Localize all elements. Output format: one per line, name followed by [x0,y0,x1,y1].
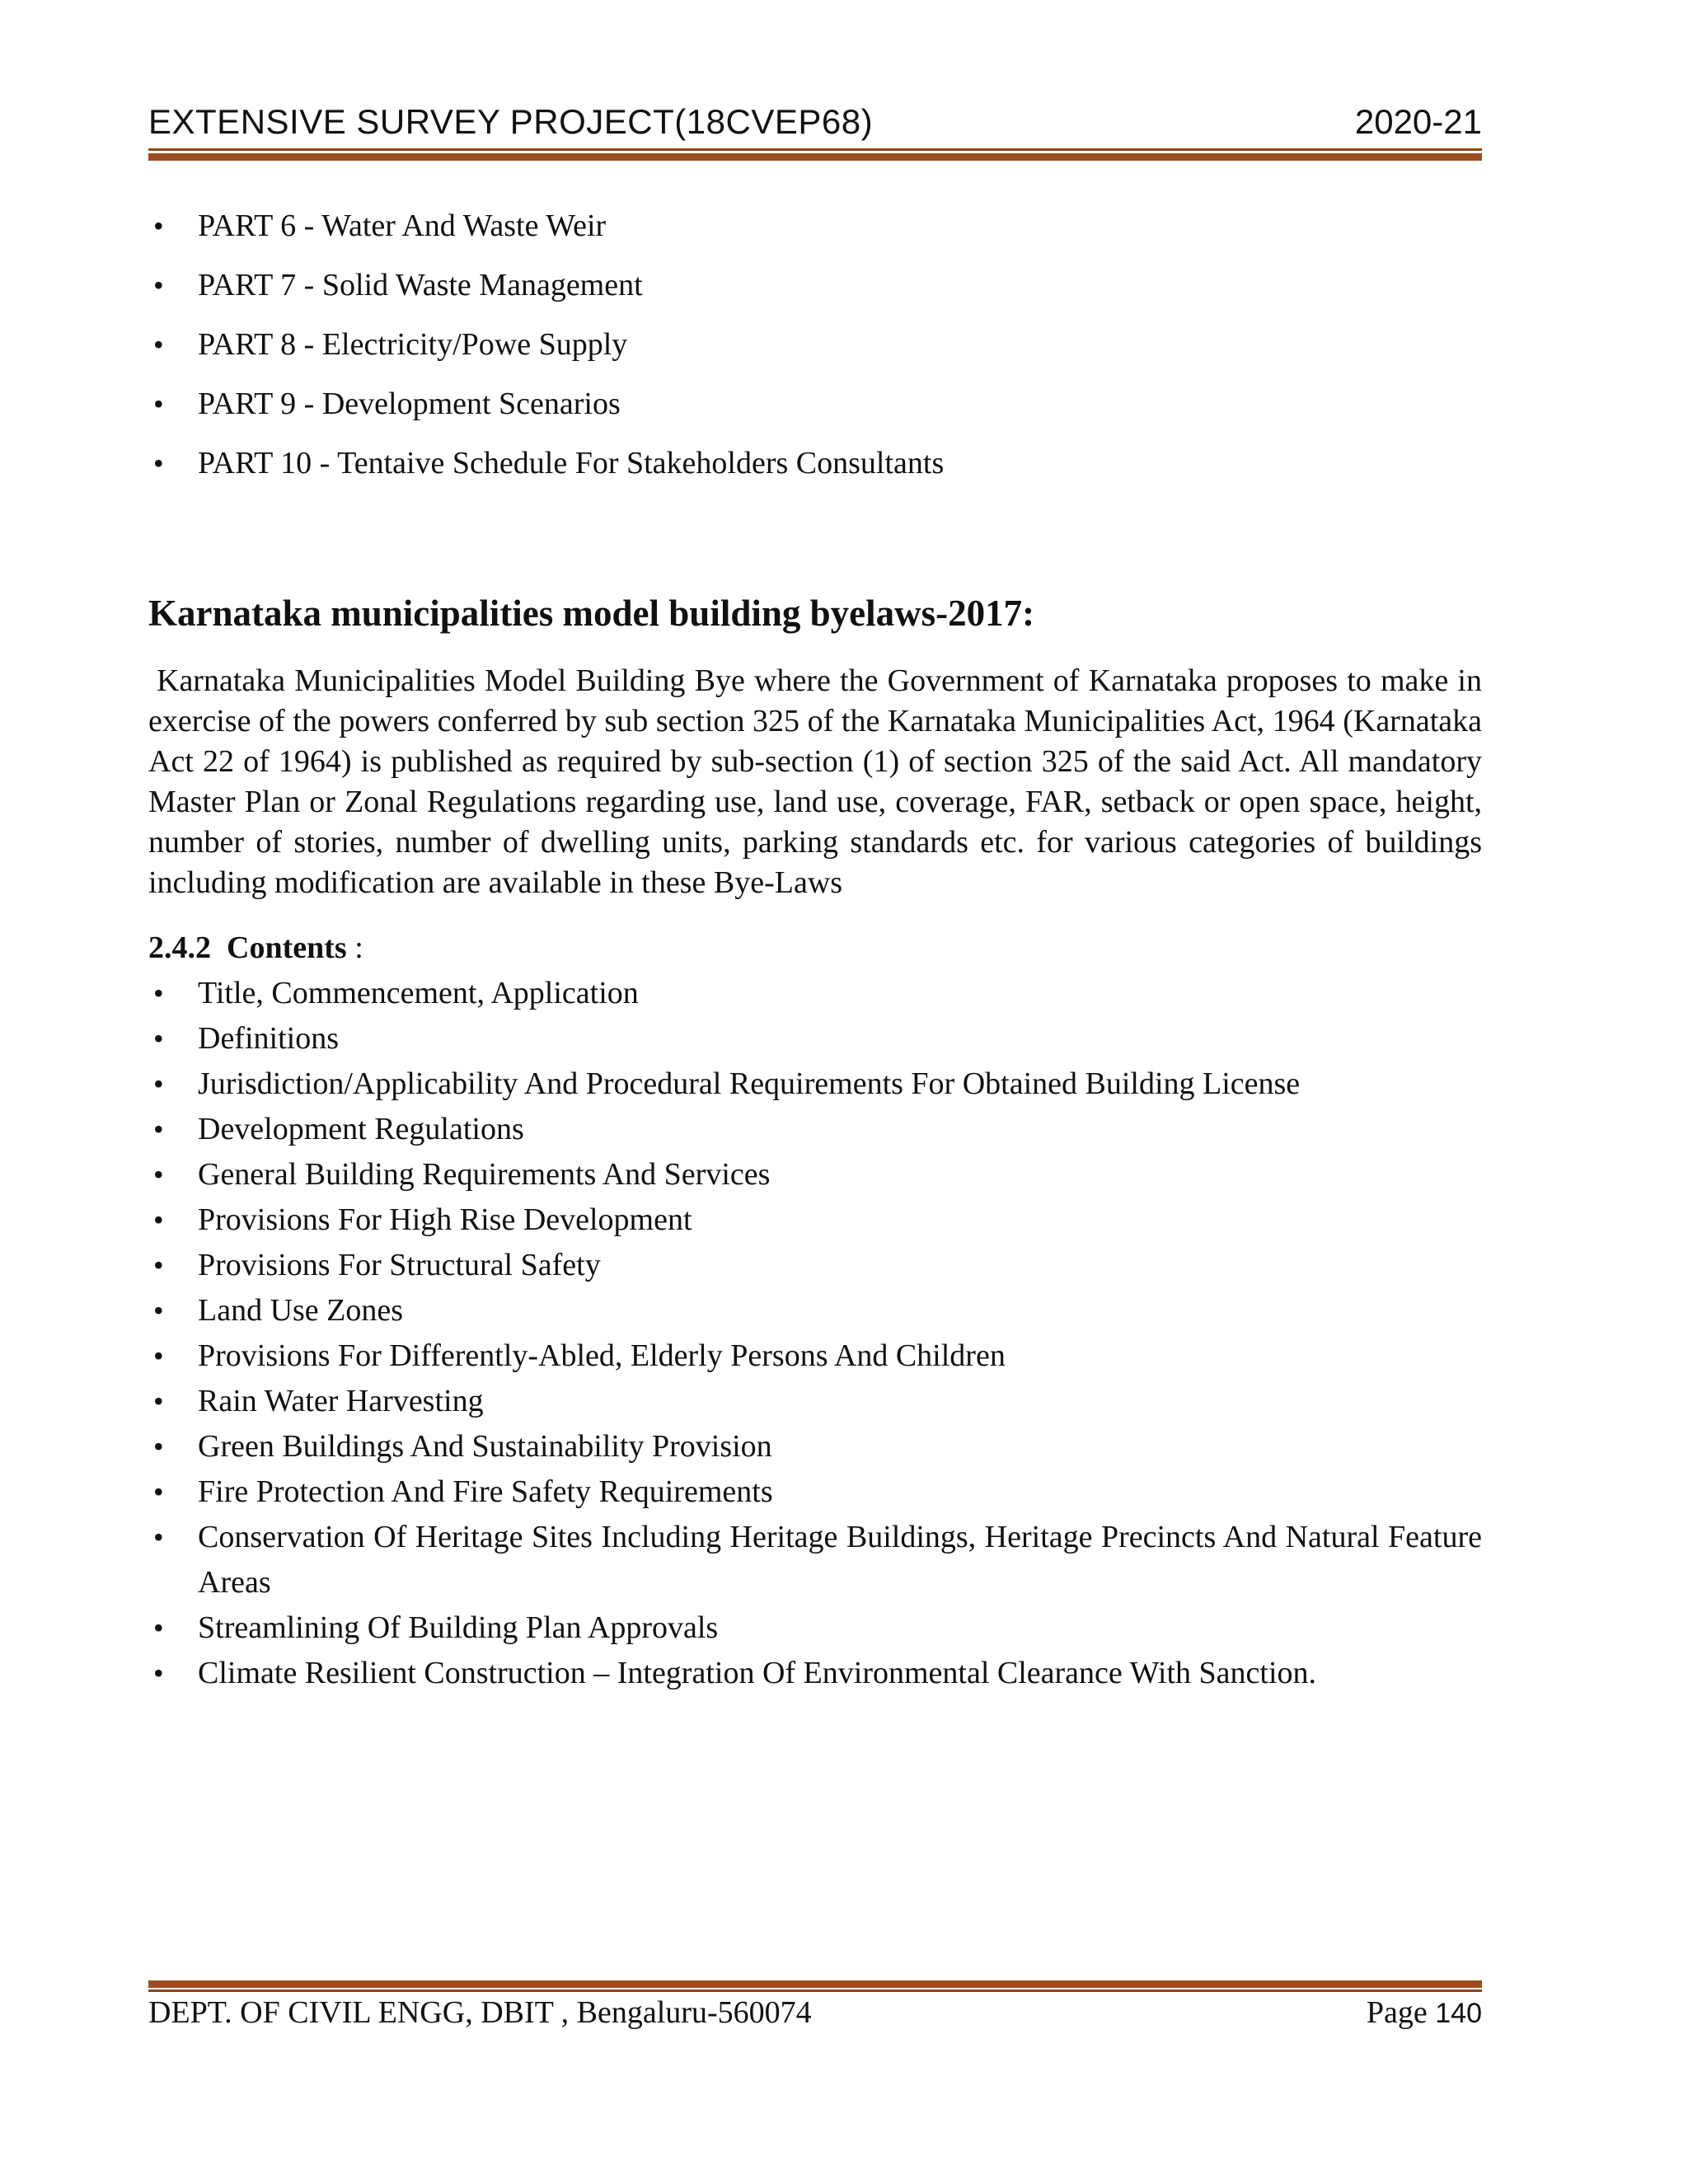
list-item: • PART 6 - Water And Waste Weir [148,204,1482,264]
footer-rule-thick [148,1980,1482,1988]
bullet-dot-icon: • [153,1385,164,1418]
list-item: • PART 9 - Development Scenarios [148,382,1482,442]
bullet-dot-icon: • [153,328,164,361]
footer-rule-thin [148,1990,1482,1992]
page-indicator [1367,1994,1482,2031]
list-item: • Streamlining Of Building Plan Approvals [148,1605,1482,1651]
bullet-dot-icon: • [153,1430,164,1463]
header-rule-thick [148,153,1482,161]
department-name: DEPT. OF CIVIL ENGG, DBIT , Bengaluru-560074 [148,1995,812,2030]
bullet-dot-icon: • [153,447,164,480]
bullet-dot-icon: • [153,387,164,420]
bullet-dot-icon: • [153,1611,164,1644]
page-header [148,97,1482,147]
bullet-dot-icon: • [153,269,164,302]
list-item: • Conservation Of Heritage Sites Including Heritage Buildings, Heritage Precincts And Natural Feature Areas [148,1515,1482,1605]
list-item: • Climate Resilient Construction – Integration Of Environmental Clearance With Sanction. [148,1651,1482,1696]
list-item: • PART 7 - Solid Waste Management [148,264,1482,323]
header-rule-thin [148,148,1482,151]
bullet-dot-icon: • [153,977,164,1010]
bullet-dot-icon: • [153,1022,164,1055]
bullet-dot-icon: • [153,1521,164,1554]
list-item: • PART 10 - Tentaive Schedule For Stakeholders Consultants [148,442,1482,501]
list-item: • Title, Commencement, Application [148,971,1482,1016]
bullet-dot-icon: • [153,1339,164,1372]
subheading-title: Contents [227,930,347,965]
page-number: 140 [1435,1998,1482,2029]
parts-list [148,204,1482,501]
list-item: • Green Buildings And Sustainability Provision [148,1424,1482,1469]
academic-year: 2020-21 [1354,102,1482,141]
list-item: • PART 8 - Electricity/Powe Supply [148,323,1482,382]
list-item: • Definitions [148,1016,1482,1062]
list-item: • Rain Water Harvesting [148,1379,1482,1424]
contents-list [148,971,1482,1696]
list-item: • Provisions For High Rise Development [148,1197,1482,1243]
list-item: • Development Regulations [148,1107,1482,1152]
page-footer [148,1994,1482,2044]
bullet-dot-icon: • [153,1657,164,1690]
bullet-dot-icon: • [153,1203,164,1236]
bullet-dot-icon: • [153,1294,164,1327]
bullet-dot-icon: • [153,1475,164,1508]
list-item: • General Building Requirements And Services [148,1152,1482,1197]
document-title: EXTENSIVE SURVEY PROJECT(18CVEP68) [148,102,874,141]
bullet-dot-icon: • [153,1158,164,1191]
bullet-dot-icon: • [153,1249,164,1282]
section-heading: Karnataka municipalities model building byelaws-2017: [148,593,1035,634]
contents-subheading [148,930,363,966]
section-paragraph: Karnataka Municipalities Model Building Bye where the Government of Karnataka proposes to make in exercise of the powers conferred by sub section 325 of the Karnataka Municipalities Act, 1964 (Karnataka Act 22 of 1964) is published as required by sub-section (1) of section 325 of the said Act. All mandatory Master Plan or Zonal Regulations regarding use, land use, coverage, FAR, setback or open space, height, number of stories, number of dwelling units, parking standards etc. for various categories of buildings including modification are available in these Bye-Laws [148,663,1482,900]
subheading-number: 2.4.2 [148,930,211,965]
bullet-dot-icon: • [153,1113,164,1146]
bullet-dot-icon: • [153,1067,164,1100]
list-item: • Provisions For Structural Safety [148,1243,1482,1288]
page-label: Page [1366,1995,1436,2030]
list-item: • Land Use Zones [148,1288,1482,1333]
list-item: • Provisions For Differently-Abled, Elderly Persons And Children [148,1333,1482,1379]
list-item: • Fire Protection And Fire Safety Requirements [148,1469,1482,1515]
bullet-dot-icon: • [153,209,164,242]
list-item: • Jurisdiction/Applicability And Procedural Requirements For Obtained Building License [148,1062,1482,1107]
subheading-suffix: : [346,930,363,965]
